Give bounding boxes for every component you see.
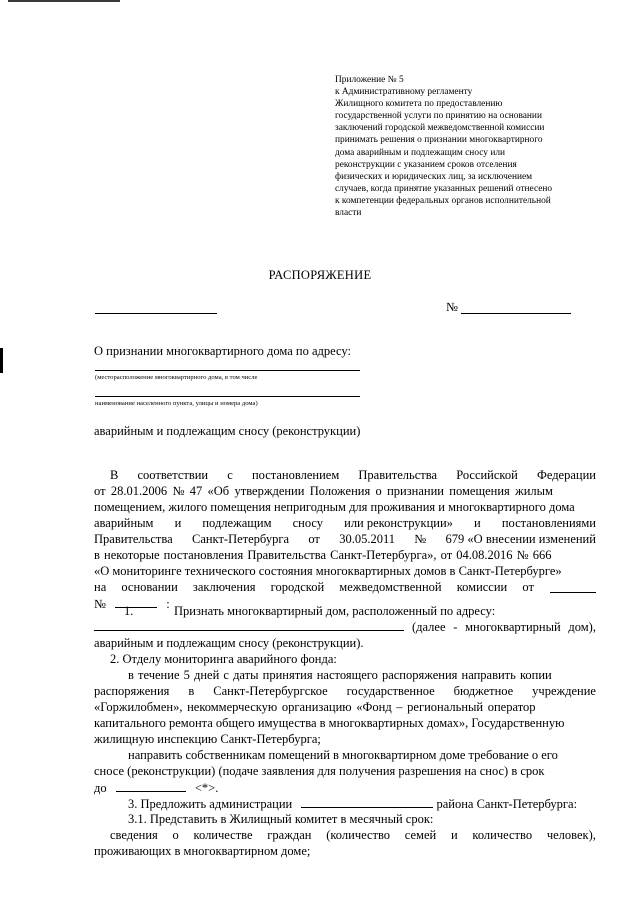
scan-artifact-line [8, 0, 120, 2]
paragraph-1-line [110, 468, 596, 484]
word: человек), [546, 828, 596, 842]
word: количество [472, 828, 533, 842]
word: и [474, 516, 481, 530]
word: Российской [456, 468, 518, 482]
word: заключения [192, 580, 256, 594]
word: - [453, 620, 458, 634]
word: основании [121, 580, 178, 594]
number-field-line [461, 313, 571, 314]
paragraph-1-line [94, 580, 534, 596]
word: бюджетное [453, 684, 514, 698]
word: количестве [193, 828, 253, 842]
word: от [308, 532, 320, 546]
word: распоряжения [94, 684, 170, 698]
item-2-line: в течение 5 дней с даты принятия настоящего распоряжения направить копии [128, 668, 552, 682]
item-2-heading: 2. Отделу мониторинга аварийного фонда: [110, 652, 337, 666]
word: постановлениями [501, 516, 596, 530]
paragraph-1-line: в некоторые постановления Правительства Санкт-Петербурга», от 04.08.2016 № 666 [94, 548, 552, 562]
item-3-line [128, 796, 577, 813]
subject-line: О признании многоквартирного дома по адресу: [94, 344, 351, 358]
item-3-1-line: проживающих в многоквартирном доме; [94, 844, 311, 858]
appendix-line: власти [335, 208, 362, 219]
word: и [450, 828, 458, 842]
document-title: РАСПОРЯЖЕНИЕ [268, 268, 372, 282]
word: 679 «О внесении изменений [445, 532, 596, 546]
address-field-line-2 [95, 396, 360, 397]
word: городской [270, 580, 325, 594]
appendix-line: дома аварийным и подлежащим сносу или [335, 147, 506, 158]
appendix-line: к Административному регламенту [335, 87, 473, 98]
appendix-line: физических и юридических лиц, за исключением [335, 171, 533, 182]
district-field [301, 796, 433, 808]
deadline-field [116, 780, 186, 792]
word: до [94, 781, 107, 795]
appendix-line: Жилищного комитета по предоставлению [335, 99, 503, 110]
commission-number-field [115, 596, 157, 608]
address-caption-2: наименование населенного пункта, улицы и номера дома) [95, 400, 258, 407]
word: Правительства [94, 532, 173, 546]
word: комиссии [456, 580, 508, 594]
item-2-line [94, 684, 596, 700]
word: постановлением [251, 468, 340, 482]
word: (количество [326, 828, 391, 842]
item-1-line: аварийным и подлежащим сносу (реконструкции). [94, 636, 364, 650]
word: В [110, 468, 119, 482]
address-field-line-1 [95, 370, 360, 371]
word: от [522, 580, 534, 594]
word: Федерации [536, 468, 596, 482]
word: сносу [292, 516, 324, 530]
word: государственное [346, 684, 435, 698]
paragraph-1-line [94, 532, 596, 548]
appendix-line: к компетенции федеральных органов исполнительной [335, 195, 551, 206]
item-1-text: Признать многоквартирный дом, расположенный по адресу: [174, 604, 496, 618]
word: Санкт-Петербургское [213, 684, 328, 698]
appendix-line: заключений городской межведомственной комиссии [335, 123, 545, 134]
word: (далее [412, 620, 446, 634]
word: семей [404, 828, 437, 842]
word: или реконструкции» [344, 516, 453, 530]
item-1-number: 1. [124, 604, 134, 618]
address-caption-1: (месторасположение многоквартирного дома, в том числе [95, 374, 258, 381]
paragraph-1-line: помещением, жилого помещения непригодным для проживания и многоквартирного дома [94, 500, 575, 514]
appendix-line: Приложение № 5 [335, 75, 404, 85]
word: 30.05.2011 [339, 532, 395, 546]
word: многоквартирный [465, 620, 561, 634]
word: и [174, 516, 182, 530]
item-2-line: «Горжилобмен», некоммерческую организацию «Фонд – региональный оператор [94, 700, 536, 714]
number-sign: № [94, 597, 106, 611]
item-2-line: капитального ремонта общего имущества в многоквартирных домах», Государственную [94, 716, 565, 730]
number-sign: № [446, 300, 458, 314]
paragraph-1-line: от 28.01.2006 № 47 «Об утверждении Положения о признании помещения жилым [94, 484, 553, 498]
word: аварийным [94, 516, 154, 530]
footnote-ref: <*>. [194, 781, 219, 795]
item-3-text: 3. Предложить администрации [128, 797, 293, 811]
paragraph-1-line [94, 516, 596, 532]
word: дом), [568, 620, 596, 634]
word: с [227, 468, 233, 482]
appendix-line: случаев, когда принятие указанных решений отнесено [335, 183, 553, 194]
colon: : [166, 597, 170, 611]
word: сведения [110, 828, 158, 842]
word: в [188, 684, 195, 698]
subject-end: аварийным и подлежащим сносу (реконструкции) [94, 424, 361, 438]
item-2-line: сносе (реконструкции) (подаче заявления для получения разрешения на снос) в срок [94, 764, 545, 778]
word: учреждение [532, 684, 596, 698]
commission-date-field [550, 592, 596, 593]
item-1-address-field [94, 630, 404, 631]
appendix-line: принимать решения о признании многоквартирного [335, 135, 543, 146]
word: соответствии [137, 468, 209, 482]
item-2-line: жилищную инспекцию Санкт-Петербурга; [94, 732, 321, 746]
word: о [172, 828, 179, 842]
word: подлежащим [202, 516, 272, 530]
word: № [414, 532, 427, 546]
item-2-line [94, 780, 218, 797]
word: на [94, 580, 107, 594]
word: межведомственной [339, 580, 442, 594]
date-field-line [95, 313, 217, 314]
item-3-1-heading: 3.1. Представить в Жилищный комитет в месячный срок: [128, 812, 434, 826]
item-2-line: направить собственникам помещений в многоквартирном доме требование о его [128, 748, 558, 762]
appendix-line: реконструкции с указанием сроков отселения [335, 159, 517, 170]
appendix-line: государственной услуги по принятию на основании [335, 111, 542, 122]
appendix-header [335, 74, 605, 219]
word: Санкт-Петербурга [191, 532, 289, 546]
margin-mark [0, 348, 3, 373]
word: граждан [267, 828, 312, 842]
item-3-1-line [110, 828, 596, 844]
paragraph-1-line: «О мониторинге технического состояния многоквартирных домов в Санкт-Петербурге» [94, 564, 562, 578]
word: Правительства [358, 468, 438, 482]
item-3-text: района Санкт-Петербурга: [436, 797, 578, 811]
item-1-line [412, 620, 596, 636]
